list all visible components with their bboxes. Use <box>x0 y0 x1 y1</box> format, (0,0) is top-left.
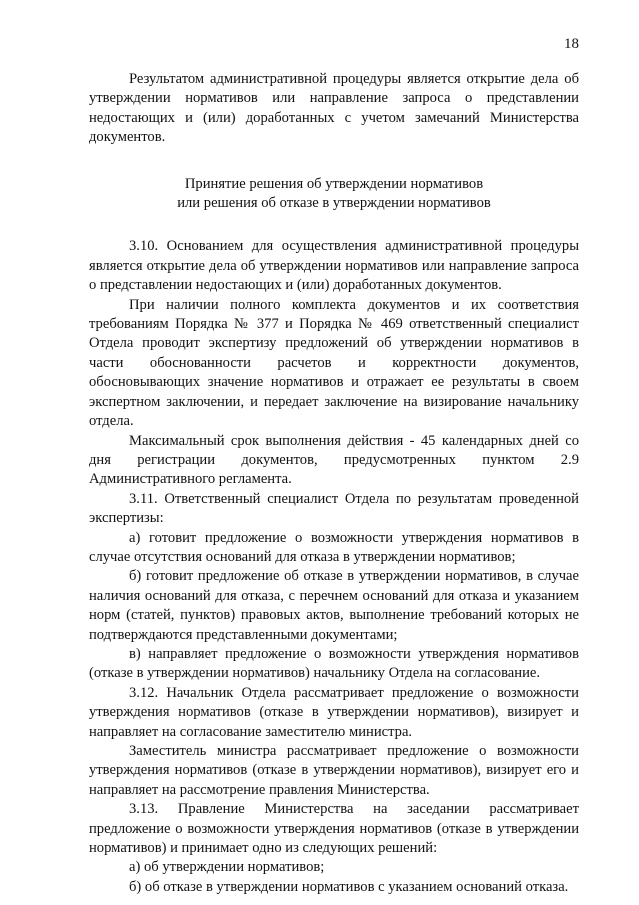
paragraph-deadline: Максимальный срок выполнения действия - 45 календарных дней со дня регистрации документов, предусмотренных пунктом 2.9 Административного регламента. <box>89 432 579 488</box>
paragraph-3-12: 3.12. Начальник Отдела рассматривает предложение о возможности утверждения нормативов (отказе в утверждении нормативов), визирует и направляет на согласование заместителю министра. <box>89 684 579 740</box>
page-number: 18 <box>564 36 579 52</box>
list-item-b: б) готовит предложение об отказе в утверждении нормативов, в случае наличия оснований для отказа, с перечнем оснований для отказа и указанием норм (статей, пунктов) правовых актов, выполнение требований которых не подтверждаются представленными документами; <box>89 568 579 643</box>
document-body <box>89 70 579 897</box>
paragraph-result: Результатом административной процедуры является открытие дела об утверждении нормативов или направление запроса о представлении недостающих и (или) доработанных с учетом замечаний Министерства документов. <box>89 71 579 146</box>
decision-item-b: б) об отказе в утверждении нормативов с указанием оснований отказа. <box>129 878 569 895</box>
paragraph-3-11: 3.11. Ответственный специалист Отдела по результатам проведенной экспертизы: <box>89 490 579 527</box>
list-item-a: а) готовит предложение о возможности утверждения нормативов в случае отсутствия оснований для отказа в утверждении нормативов; <box>89 529 579 565</box>
paragraph-3-10: 3.10. Основанием для осуществления административной процедуры является открытие дела об утверждении нормативов или направление запроса о представлении недостающих и (или) доработанных документов. <box>89 238 579 294</box>
list-item-v: в) направляет предложение о возможности утверждения нормативов (отказе в утверждении нормативов) начальнику Отдела на согласование. <box>89 645 579 682</box>
section-heading-line-2: или решения об отказе в утверждении нормативов <box>177 195 491 212</box>
paragraph-3-13: 3.13. Правление Министерства на заседании рассматривает предложение о возможности утверждения нормативов (отказе в утверждении нормативов) и принимает одно из следующих решений: <box>89 801 579 857</box>
section-heading <box>89 175 579 214</box>
section-heading-line-1: Принятие решения об утверждении нормативов <box>184 175 484 192</box>
paragraph-expertise: При наличии полного комплекта документов и их соответствия требованиям Порядка № 377 и Порядка № 469 ответственный специалист Отдела проводит экспертизу предложений об утверждении нормативов в части обоснованности расчетов и корректности документов, обосновывающих значение нормативов и отражает ее результаты в своем экспертном заключении, и передает заключение на визирование начальнику отдела. <box>89 296 579 430</box>
decision-item-a: а) об утверждении нормативов; <box>129 859 325 876</box>
paragraph-deputy-minister: Заместитель министра рассматривает предложение о возможности утверждения нормативов (отказе в утверждении нормативов), визирует его и направляет на рассмотрение правления Министерства. <box>89 743 579 798</box>
